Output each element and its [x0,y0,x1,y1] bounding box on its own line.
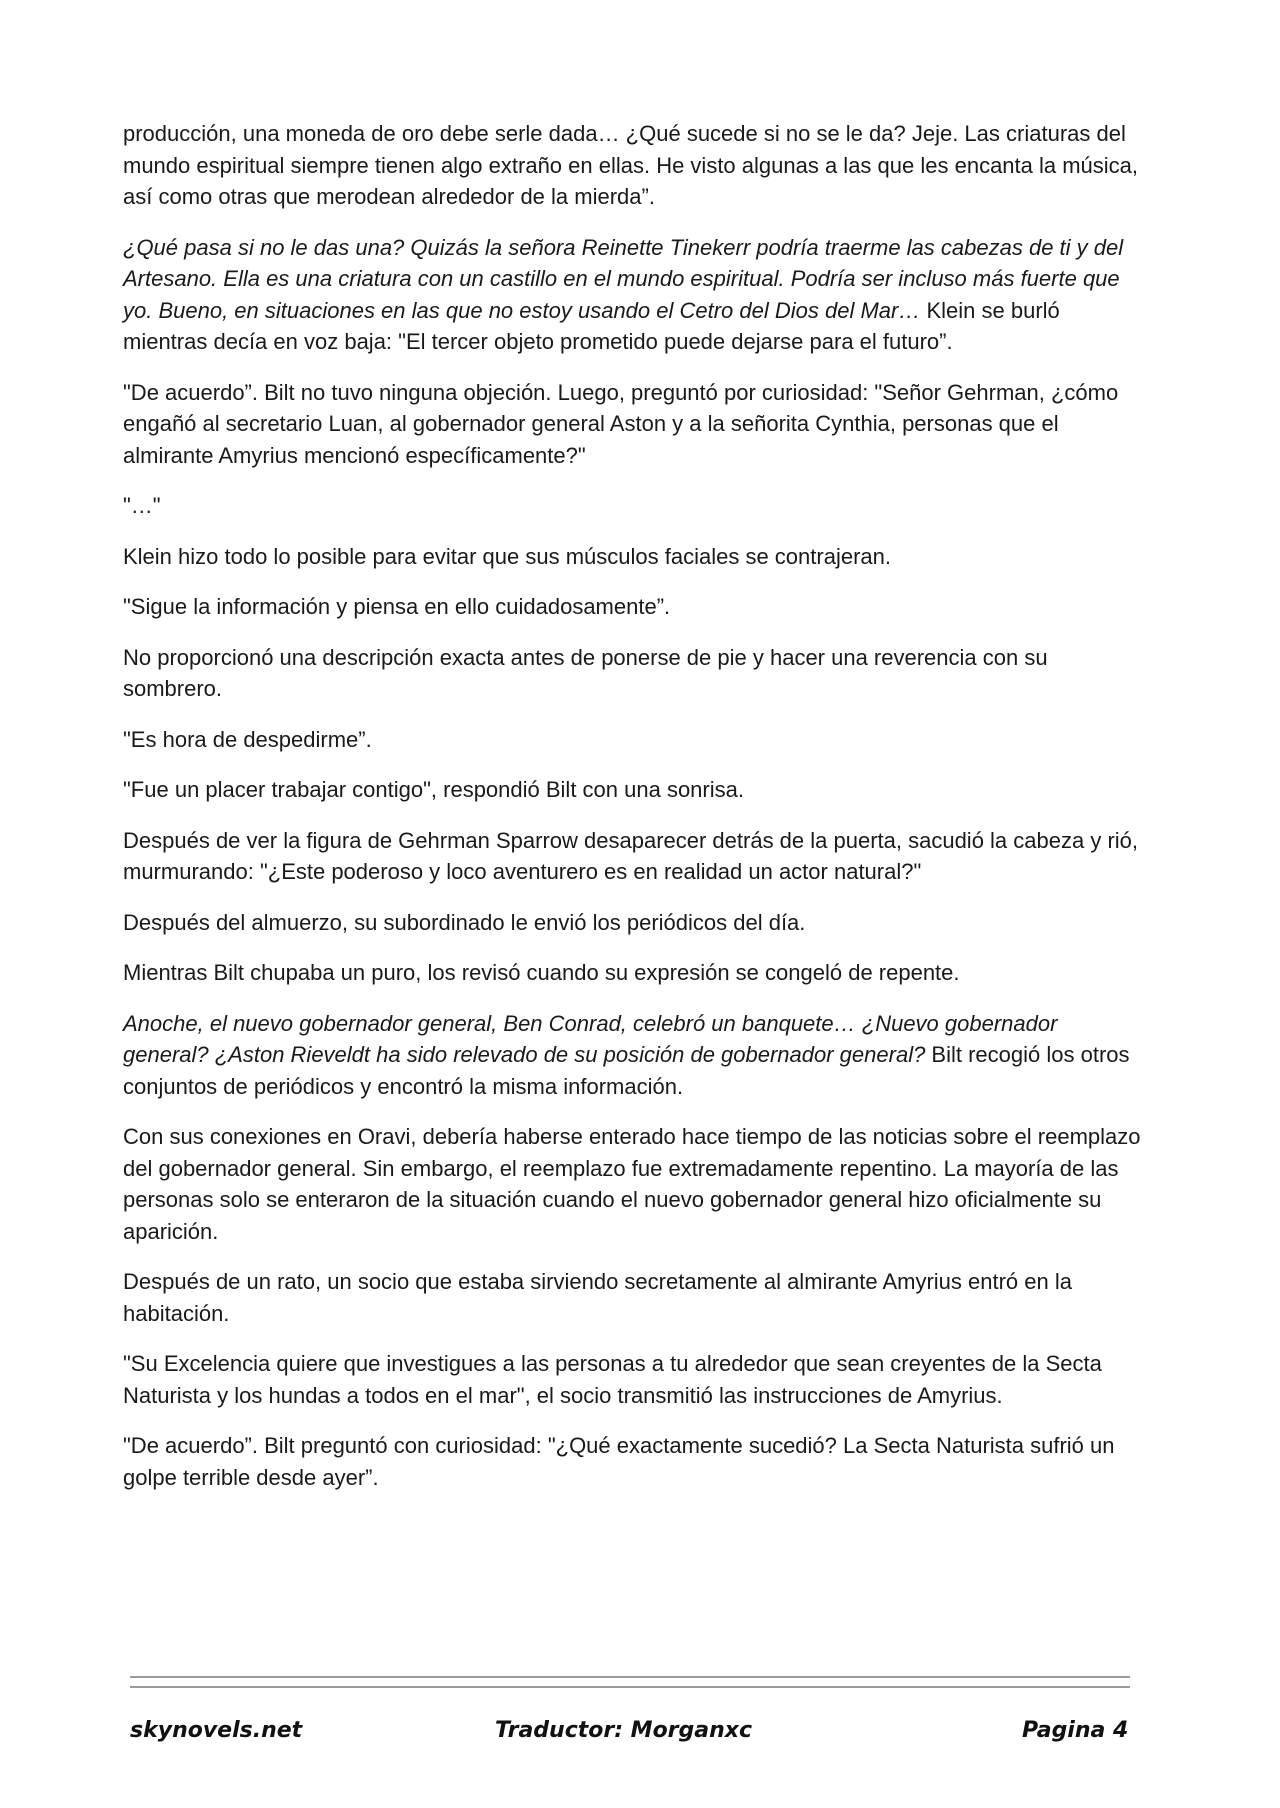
paragraph [123,642,1143,705]
document-body [123,118,1143,1512]
paragraph [123,1121,1143,1247]
paragraph [123,591,1143,623]
paragraph [123,490,1143,522]
text-run: "Fue un placer trabajar contigo", respondió Bilt con una sonrisa. [123,777,744,802]
paragraph [123,1008,1143,1103]
text-run: Con sus conexiones en Oravi, debería haberse enterado hace tiempo de las noticias sobre el reemplazo del gobernador general. Sin embargo, el reemplazo fue extremadamente repentino. La mayoría de las personas solo se enteraron de la situación cuando el nuevo gobernador general hizo oficialmente su aparición. [123,1124,1141,1244]
text-run: "…" [123,493,161,518]
text-run: "Su Excelencia quiere que investigues a las personas a tu alrededor que sean creyentes de la Secta Naturista y los hundas a todos en el mar", el socio transmitió las instrucciones de Amyrius. [123,1351,1102,1408]
paragraph [123,907,1143,939]
text-run: Después de un rato, un socio que estaba sirviendo secretamente al almirante Amyrius entró en la habitación. [123,1269,1072,1326]
paragraph [123,724,1143,756]
paragraph [123,377,1143,472]
text-run: Klein hizo todo lo posible para evitar que sus músculos faciales se contrajeran. [123,543,891,569]
italic-text: Anoche, el nuevo gobernador general, Ben Conrad, celebró un banquete… ¿Nuevo gobernador general? ¿Aston Rieveldt ha sido relevado de su posición de gobernador general? [123,1010,1058,1067]
text-run: "De acuerdo”. Bilt preguntó con curiosidad: "¿Qué exactamente sucedió? La Secta Naturista sufrió un golpe terrible desde ayer”. [123,1433,1115,1490]
footer-divider-bottom [130,1686,1130,1688]
footer-translator: Traductor: Morganxc [495,1718,753,1743]
paragraph [123,1266,1143,1329]
text-run: Después del almuerzo, su subordinado le envió los periódicos del día. [123,909,806,935]
text-run: Mientras Bilt chupaba un puro, los revisó cuando su expresión se congeló de repente. [123,960,960,985]
text-run: Después de ver la figura de Gehrman Sparrow desaparecer detrás de la puerta, sacudió la cabeza y rió, murmurando: "¿Este poderoso y loco aventurero es en realidad un actor natural?" [123,827,1139,884]
paragraph [123,118,1143,213]
text-run: "De acuerdo”. Bilt no tuvo ninguna objeción. Luego, preguntó por curiosidad: "Señor Gehrman, ¿cómo engañó al secretario Luan, al gobernador general Aston y a la señorita Cynthia, personas que el almirante Amyrius mencionó específicamente?" [123,379,1119,468]
paragraph [123,541,1143,573]
text-run: Bilt recogió los otros conjuntos de periódicos y encontró la misma información. [123,1042,1130,1099]
paragraph [123,232,1143,358]
footer-divider-top [130,1676,1130,1678]
text-run: "Sigue la información y piensa en ello cuidadosamente”. [123,594,671,619]
text-run: Klein se burló mientras decía en voz baja: "El tercer objeto prometido puede dejarse para el futuro”. [123,297,1060,354]
paragraph [123,774,1143,806]
paragraph [123,957,1143,989]
italic-text: ¿Qué pasa si no le das una? Quizás la señora Reinette Tinekerr podría traerme las cabezas de ti y del Artesano. Ella es una criatura con un castillo en el mundo espiritual. Podría ser incluso más fuerte que yo. Bueno, en situaciones en las que no estoy usando el Cetro del Dios del Mar… [123,234,1124,323]
footer-site: skynovels.net [130,1718,303,1743]
paragraph [123,825,1143,888]
footer-page-number: Pagina 4 [1022,1718,1129,1743]
paragraph [123,1348,1143,1411]
paragraph [123,1430,1143,1493]
text-run: No proporcionó una descripción exacta antes de ponerse de pie y hacer una reverencia con su sombrero. [123,644,1048,701]
text-run: producción, una moneda de oro debe serle dada… ¿Qué sucede si no se le da? Jeje. Las criaturas del mundo espiritual siempre tienen algo extraño en ellas. He visto algunas a las que les encanta la música, así como otras que merodean alrededor de la mierda”. [123,121,1139,209]
text-run: "Es hora de despedirme”. [123,726,372,752]
